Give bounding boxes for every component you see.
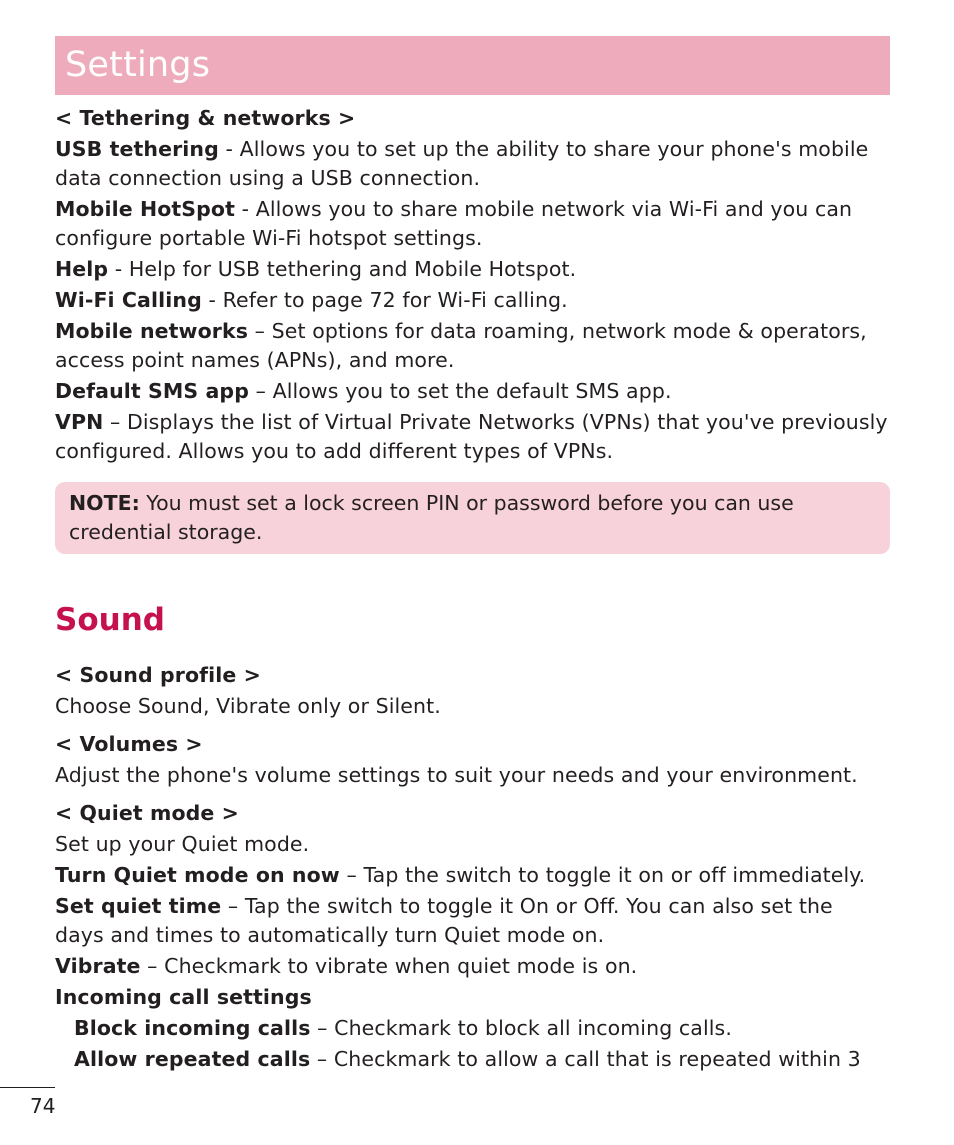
sound-profile-text: Choose Sound, Vibrate only or Silent.	[55, 694, 441, 718]
term-help: Help	[55, 257, 109, 281]
quiet-item-set-time: Set quiet time – Tap the switch to toggle it On or Off. You can also set the	[55, 894, 833, 918]
quiet-item-set-time-cont: days and times to automatically turn Quiet mode on.	[55, 923, 605, 947]
term-default-sms-app: Default SMS app	[55, 379, 249, 403]
footer-rule	[0, 1087, 55, 1088]
term-set-quiet-time: Set quiet time	[55, 894, 222, 918]
quiet-mode-heading: < Quiet mode >	[55, 801, 239, 825]
sound-section	[55, 661, 895, 1074]
tethering-item-mobile-networks: Mobile networks – Set options for data roaming, network mode & operators,	[55, 319, 867, 343]
incoming-call-heading: Incoming call settings	[55, 985, 312, 1009]
tethering-item-help: Help - Help for USB tethering and Mobile Hotspot.	[55, 257, 577, 281]
note-box	[55, 482, 890, 554]
note-text-cont: credential storage.	[69, 520, 263, 544]
sound-profile-heading: < Sound profile >	[55, 663, 261, 687]
term-mobile-hotspot: Mobile HotSpot	[55, 197, 236, 221]
tethering-heading: < Tethering & networks >	[55, 106, 356, 130]
tethering-item-mobile-networks-cont: access point names (APNs), and more.	[55, 348, 455, 372]
tethering-item-hotspot-cont: configure portable Wi-Fi hotspot settings.	[55, 226, 483, 250]
term-usb-tethering: USB tethering	[55, 137, 219, 161]
volumes-heading: < Volumes >	[55, 732, 203, 756]
term-turn-quiet-mode-on-now: Turn Quiet mode on now	[55, 863, 340, 887]
incoming-item-block: Block incoming calls – Checkmark to block all incoming calls.	[74, 1016, 732, 1040]
tethering-item-wifi-calling: Wi-Fi Calling - Refer to page 72 for Wi-Fi calling.	[55, 288, 568, 312]
quiet-item-turn-on: Turn Quiet mode on now – Tap the switch to toggle it on or off immediately.	[55, 863, 866, 887]
term-allow-repeated-calls: Allow repeated calls	[74, 1047, 311, 1071]
tethering-item-vpn: VPN – Displays the list of Virtual Private Networks (VPNs) that you've previously	[55, 410, 888, 434]
tethering-section	[55, 104, 895, 466]
term-wifi-calling: Wi-Fi Calling	[55, 288, 202, 312]
tethering-item-usb: USB tethering - Allows you to set up the ability to share your phone's mobile	[55, 137, 869, 161]
term-vpn: VPN	[55, 410, 104, 434]
term-mobile-networks: Mobile networks	[55, 319, 249, 343]
quiet-item-vibrate: Vibrate – Checkmark to vibrate when quiet mode is on.	[55, 954, 638, 978]
page-number: 74	[30, 1094, 56, 1118]
term-vibrate: Vibrate	[55, 954, 141, 978]
quiet-mode-text: Set up your Quiet mode.	[55, 832, 310, 856]
volumes-text: Adjust the phone's volume settings to suit your needs and your environment.	[55, 763, 858, 787]
section-title-sound: Sound	[55, 602, 165, 638]
tethering-item-usb-cont: data connection using a USB connection.	[55, 166, 481, 190]
note-text: NOTE: You must set a lock screen PIN or password before you can use credential storage.	[69, 489, 794, 547]
tethering-item-hotspot: Mobile HotSpot - Allows you to share mobile network via Wi-Fi and you can	[55, 197, 853, 221]
page-title: Settings	[65, 45, 211, 85]
term-block-incoming-calls: Block incoming calls	[74, 1016, 311, 1040]
note-label: NOTE:	[69, 491, 140, 515]
tethering-item-default-sms: Default SMS app – Allows you to set the default SMS app.	[55, 379, 672, 403]
tethering-item-vpn-cont: configured. Allows you to add different types of VPNs.	[55, 439, 614, 463]
incoming-item-repeated: Allow repeated calls – Checkmark to allow a call that is repeated within 3	[74, 1047, 861, 1071]
header-bar	[55, 36, 890, 95]
